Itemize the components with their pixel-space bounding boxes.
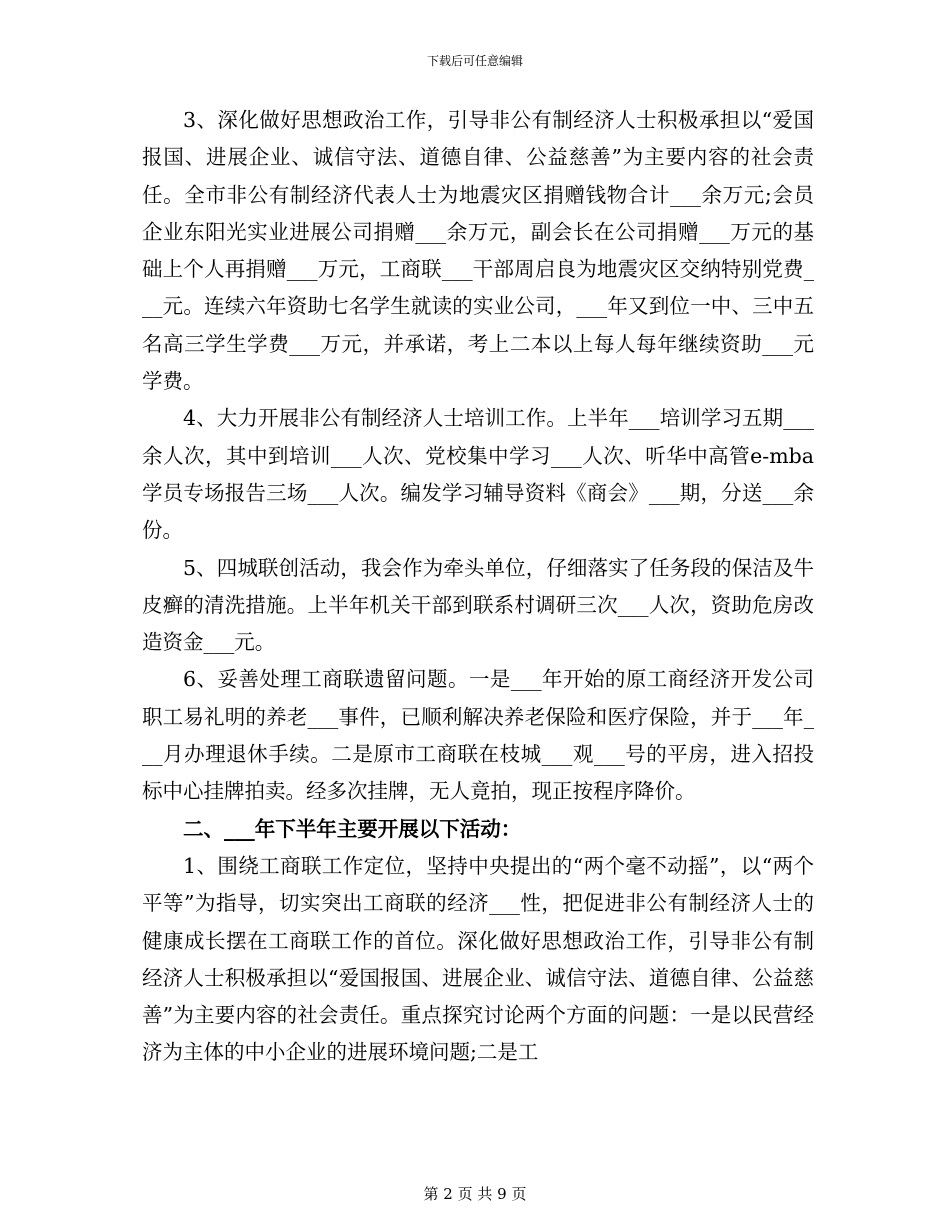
section-heading: 二、___年下半年主要开展以下活动： — [183, 816, 522, 841]
paragraph-item-5: 5、四城联创活动，我会作为牵头单位，仔细落实了任务段的保洁及牛皮癣的清洗措施。上半年机关干部到联系村调研三次___人次，资助危房改造资金___元。 — [142, 555, 814, 655]
paragraph-item-6: 6、妥善处理工商联遗留问题。一是___年开始的原工商经济开发公司职工易礼明的养老___事件，已顺利解决养老保险和医疗保险，并于___年___月办理退休手续。二是原市工商联在枝城___观___号的平房，进入招投标中心挂牌拍卖。经多次挂牌，无人竟拍，现正按程序降价。 — [142, 667, 814, 804]
paragraph-item-4: 4、大力开展非公有制经济人士培训工作。上半年___培训学习五期___余人次，其中到培训___人次、党校集中学习___人次、听华中高管e-mba学员专场报告三场___人次。编发学习辅导资料《商会》___期，分送___余份。 — [142, 406, 814, 543]
paragraph-item-3: 3、深化做好思想政治工作，引导非公有制经济人士积极承担以“爱国报国、进展企业、诚信守法、道德自律、公益慈善”为主要内容的社会责任。全市非公有制经济代表人士为地震灾区捐赠钱物合计___余万元;会员企业东阳光实业进展公司捐赠___余万元，副会长在公司捐赠___万元的基础上个人再捐赠___万元，工商联___干部周启良为地震灾区交纳特别党费___元。连续六年资助七名学生就读的实业公司，___年又到位一中、三中五名高三学生学费___万元，并承诺，考上二本以上每人每年继续资助___元学费。 — [142, 108, 814, 394]
page-header: 下载后可任意编辑 — [426, 54, 523, 68]
paragraph-item-1: 1、围绕工商联工作定位，坚持中央提出的“两个毫不动摇”，以“两个平等”为指导，切实突出工商联的经济___性，把促进非公有制经济人士的健康成长摆在工商联工作的首位。深化做好思想政治工作，引导非公有制经济人士积极承担以“爱国报国、进展企业、诚信守法、道德自律、公益慈善”为主要内容的社会责任。重点探究讨论两个方面的问题：一是以民营经济为主体的中小企业的进展环境问题;二是工 — [142, 853, 814, 1065]
page-number: 第 2 页 共 9 页 — [423, 1185, 527, 1203]
document-body — [142, 102, 814, 1072]
